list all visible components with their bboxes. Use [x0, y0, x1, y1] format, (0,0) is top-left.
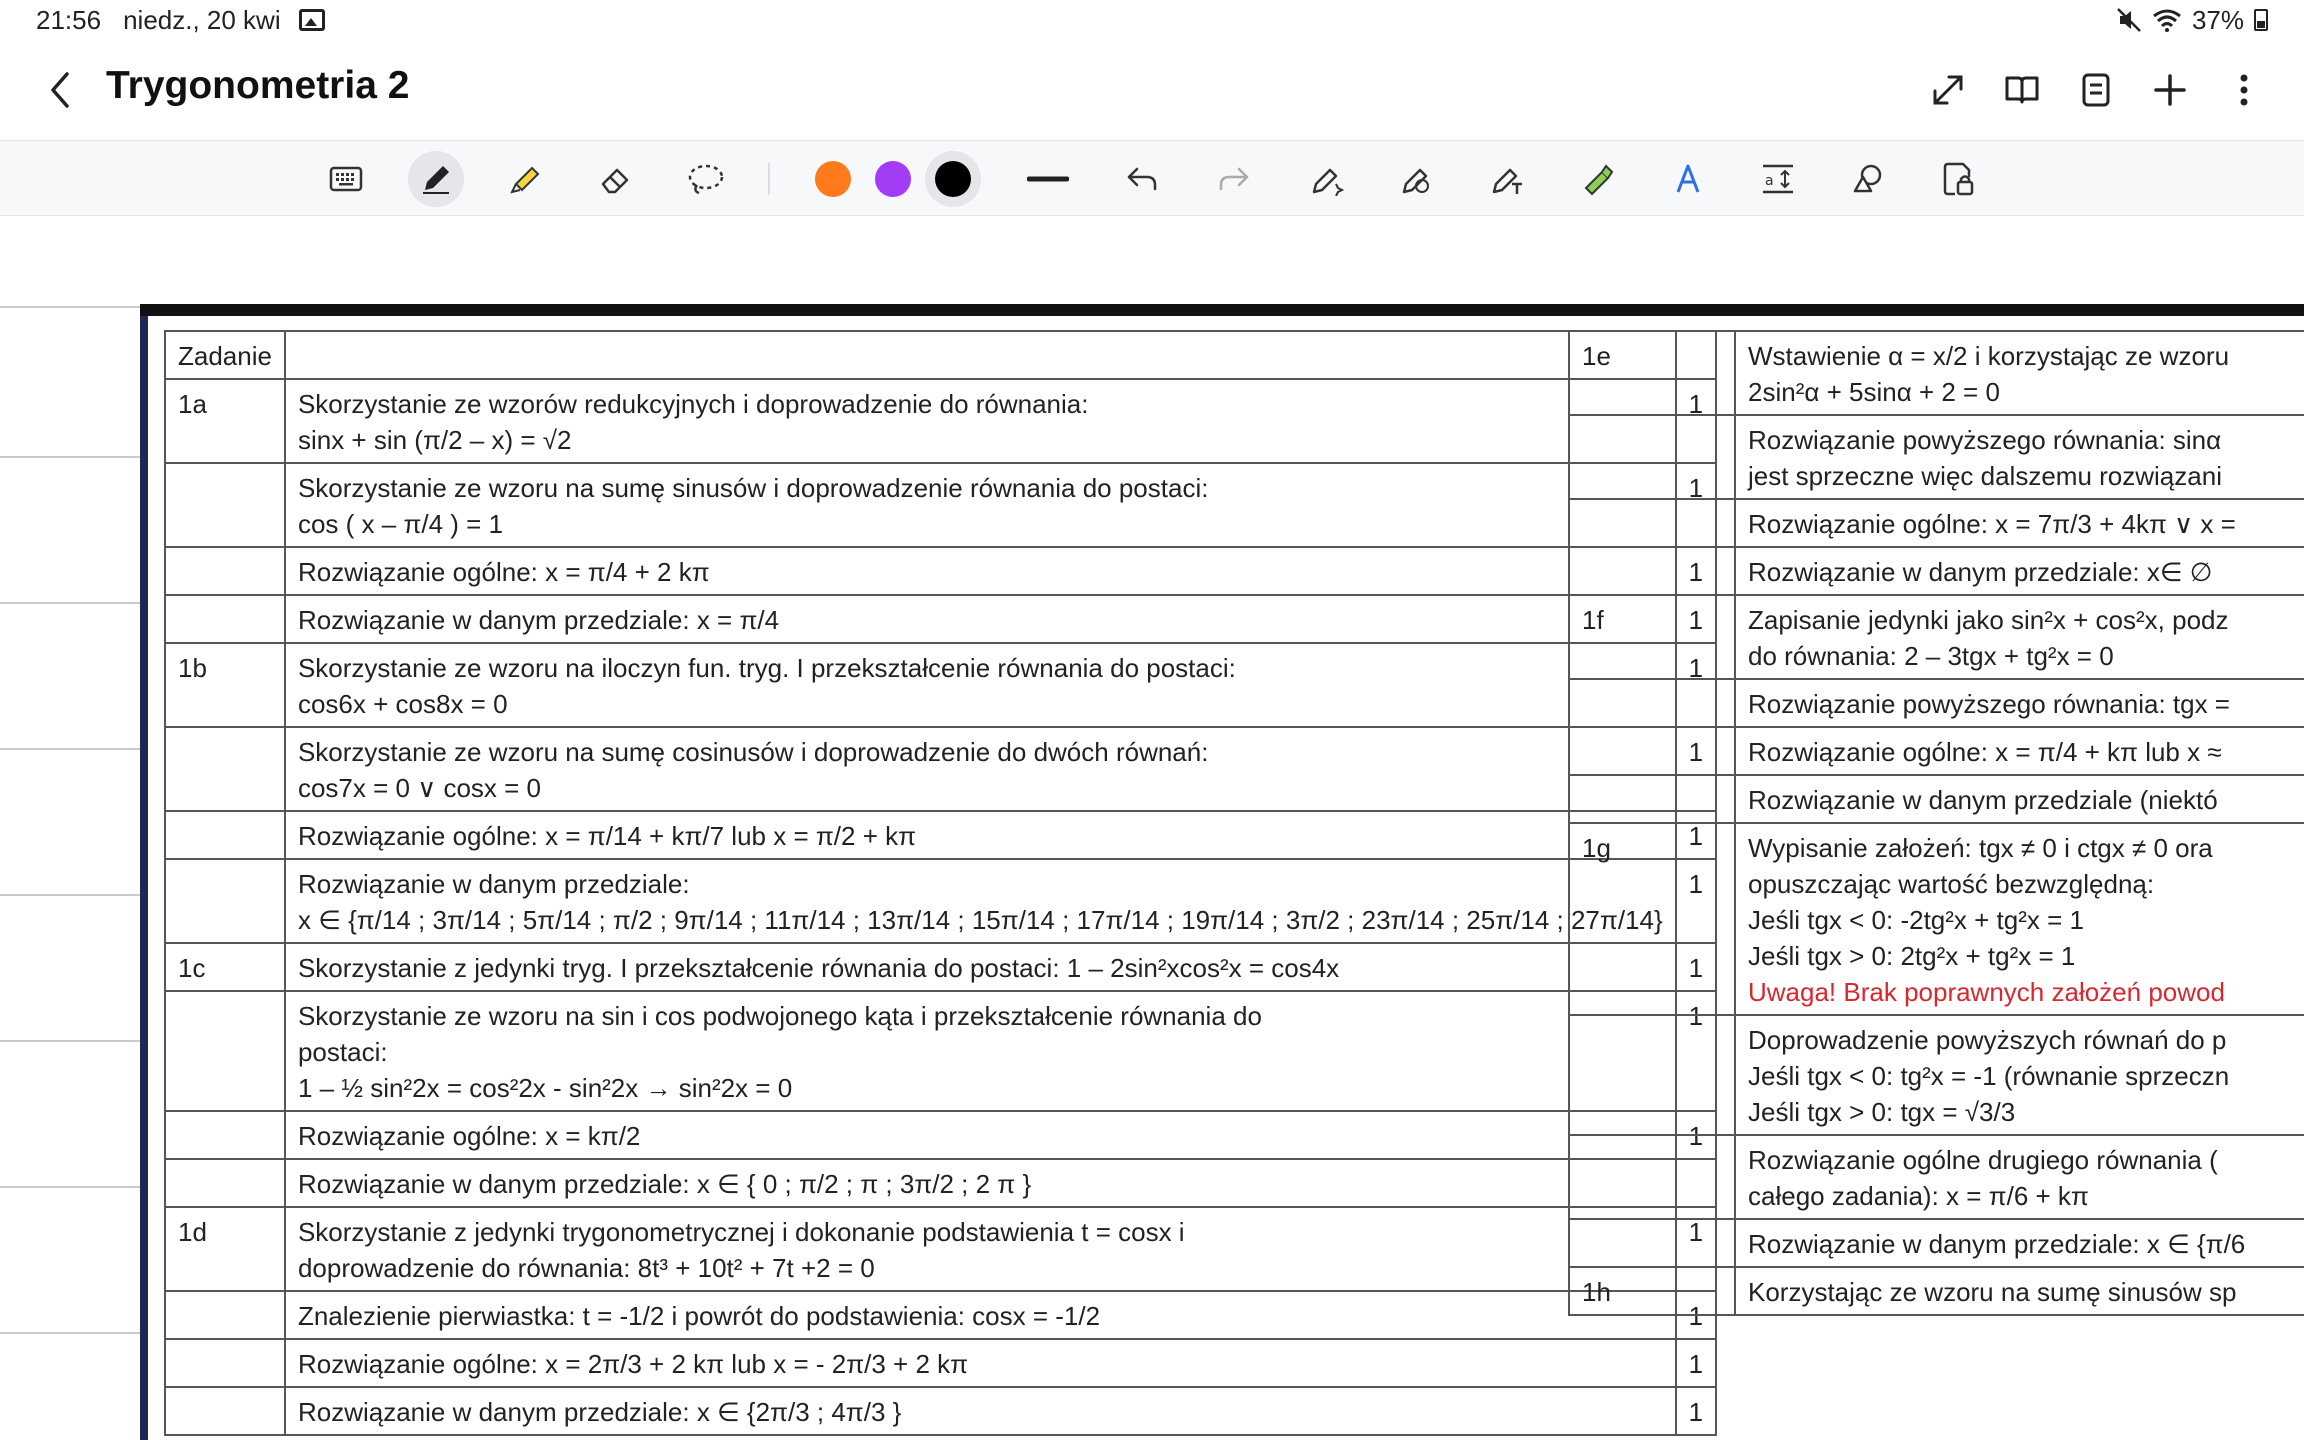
description-line: Wypisanie założeń: tgx ≠ 0 i ctgx ≠ 0 ora: [1748, 833, 2213, 863]
description-line: x ∈ {π/14 ; 3π/14 ; 5π/14 ; π/2 ; 9π/14 ; 11π/14 ; 13π/14 ; 15π/14 ; 17π/14 ; 19π/14 ; 3π/2 ; 23π/14 ; 25π/14 ; 27π/14}: [297, 905, 1663, 935]
task-id-cell: [165, 991, 285, 1111]
note-title[interactable]: Trygonometria 2: [106, 64, 410, 107]
redo-icon: [1217, 165, 1251, 193]
mute-icon: [2116, 7, 2142, 33]
description-line: Rozwiązanie w danym przedziale: x ∈ {π/6: [1748, 1229, 2246, 1259]
task-description-cell: [285, 1159, 1676, 1207]
task-id-cell: 1a: [165, 379, 285, 463]
table-row: [1569, 823, 2304, 1015]
task-description-cell: [285, 811, 1676, 859]
task-description-cell: [1735, 1267, 2304, 1315]
open-book-icon: [2004, 74, 2040, 106]
description-line: Jeśli tgx > 0: tgx = √3/3: [1748, 1097, 2016, 1127]
table-row: [165, 727, 1716, 811]
ruled-line: [0, 456, 140, 458]
task-id-cell: [165, 1111, 285, 1159]
add-page-button[interactable]: [2150, 70, 2190, 110]
task-description-cell: [285, 943, 1676, 991]
table-row: [1569, 1267, 2304, 1315]
more-vertical-icon: [2239, 73, 2249, 107]
table-row: [1569, 1135, 2304, 1219]
title-actions: [1928, 60, 2264, 120]
task-description-cell: [285, 643, 1676, 727]
table-row: [1569, 547, 2304, 595]
points-cell: 1: [1676, 727, 1716, 811]
color-purple[interactable]: [865, 151, 921, 207]
table-row: [1569, 499, 2304, 547]
task-description-cell: [285, 1387, 1676, 1435]
table-row: [1569, 331, 2304, 415]
status-time: 21:56: [36, 4, 102, 35]
highlighter-icon: [508, 162, 544, 196]
description-line: Korzystając ze wzoru na sumę sinusów sp: [1748, 1277, 2237, 1307]
color-orange[interactable]: [805, 151, 861, 207]
task-description-cell: [285, 859, 1676, 943]
description-line: Rozwiązanie w danym przedziale (niektó: [1748, 785, 2218, 815]
task-id-cell: [165, 859, 285, 943]
description-line: doprowadzenie do równania: 8t³ + 10t² + 7t +2 = 0: [297, 1253, 875, 1283]
description-line: Rozwiązanie w danym przedziale:: [297, 869, 690, 899]
ruled-line: [0, 894, 140, 896]
task-description-cell: [1735, 415, 2304, 499]
task-id-cell: [1569, 547, 1735, 595]
description-line: Skorzystanie ze wzoru na sumę cosinusów i doprowadzenie do dwóch równań:: [297, 737, 1209, 767]
task-description-cell: [285, 991, 1676, 1111]
task-description-cell: [285, 379, 1676, 463]
description-line: Rozwiązanie powyższego równania: sinα: [1748, 425, 2222, 455]
points-cell: 1: [1676, 943, 1716, 991]
text-a-icon: [1672, 162, 1704, 196]
table-header-row: [165, 331, 1716, 379]
table-row: [165, 1159, 1716, 1207]
description-line: Rozwiązanie ogólne: x = π/4 + 2 kπ: [297, 557, 710, 587]
description-line: Rozwiązanie w danym przedziale: x ∈ { 0 ; π/2 ; π ; 3π/2 ; 2 π }: [297, 1169, 1032, 1199]
task-id-cell: 1f: [1569, 595, 1735, 679]
text-size-tool[interactable]: [1750, 151, 1806, 207]
description-line: Skorzystanie ze wzoru na sumę sinusów i doprowadzenie równania do postaci:: [297, 473, 1209, 503]
description-line: Doprowadzenie powyższych równań do p: [1748, 1025, 2227, 1055]
smart-select-tool[interactable]: [1300, 151, 1356, 207]
status-right: [2116, 0, 2268, 40]
table-row: [165, 643, 1716, 727]
task-description-cell: [1735, 1015, 2304, 1135]
task-description-cell: [285, 1291, 1676, 1339]
task-description-cell: [285, 547, 1676, 595]
battery-icon: [2254, 9, 2268, 31]
plus-icon: [2153, 73, 2187, 107]
undo-button[interactable]: [1114, 151, 1170, 207]
lock-page-tool[interactable]: [1930, 151, 1986, 207]
shapes-tool[interactable]: [1840, 151, 1896, 207]
status-date: niedz., 20 kwi: [123, 4, 281, 35]
task-description-cell: [1735, 727, 2304, 775]
description-line: całego zadania): x = π/6 + kπ: [1748, 1181, 2089, 1211]
points-cell: 1: [1676, 643, 1716, 727]
description-line: Rozwiązanie w danym przedziale: x = π/4: [297, 605, 780, 635]
description-line: Skorzystanie z jedynki tryg. I przekształcenie równania do postaci: 1 – 2sin²xcos²x = cos4x: [297, 953, 1340, 983]
task-description-cell: [1735, 775, 2304, 823]
eraser-icon: [599, 162, 633, 196]
points-cell: 1: [1676, 859, 1716, 943]
lasso-tool[interactable]: [678, 151, 734, 207]
shapes-icon: [1851, 163, 1885, 195]
pen-icon: [419, 162, 453, 196]
stroke-width-tool[interactable]: [1020, 151, 1076, 207]
redo-button[interactable]: [1206, 151, 1262, 207]
description-line: sinx + sin (π/2 – x) = √2: [297, 425, 572, 455]
task-description-cell: [1735, 595, 2304, 679]
description-line: Rozwiązanie ogólne: x = kπ/2: [297, 1121, 641, 1151]
points-cell: 1: [1676, 991, 1716, 1111]
task-description-cell: [1735, 499, 2304, 547]
warning-line: Uwaga! Brak poprawnych założeń powod: [1748, 977, 2225, 1007]
task-id-cell: [1569, 727, 1735, 775]
handwriting-to-text-tool[interactable]: [1660, 151, 1716, 207]
description-line: Rozwiązanie ogólne drugiego równania (: [1748, 1145, 2218, 1175]
text-pen-tool[interactable]: [1480, 151, 1536, 207]
task-id-cell: [165, 1159, 285, 1207]
header-description: [285, 331, 1676, 379]
table-row: [165, 1291, 1716, 1339]
description-line: cos ( x – π/4 ) = 1: [297, 509, 504, 539]
pen-tool[interactable]: [408, 151, 464, 207]
description-line: Rozwiązanie ogólne: x = 7π/3 + 4kπ ∨ x =: [1748, 509, 2236, 539]
gallery-notification-icon: [299, 9, 325, 31]
task-id-cell: [165, 811, 285, 859]
drawing-toolbar: [0, 140, 2304, 216]
title-bar: [0, 40, 2304, 140]
description-line: opuszczając wartość bezwzględną:: [1748, 869, 2155, 899]
table-row: [165, 1207, 1716, 1291]
description-line: Rozwiązanie ogólne: x = π/4 + kπ lub x ≈: [1748, 737, 2222, 767]
points-cell: 1: [1676, 1339, 1716, 1387]
task-id-cell: [165, 463, 285, 547]
keyboard-tool[interactable]: [318, 151, 374, 207]
table-row: [165, 1111, 1716, 1159]
description-line: Skorzystanie z jedynki trygonometrycznej i dokonanie podstawienia t = cosx i: [297, 1217, 1185, 1247]
points-cell: 1: [1676, 547, 1716, 595]
description-line: Rozwiązanie powyższego równania: tgx =: [1748, 689, 2230, 719]
pen-circle-icon: [1400, 162, 1436, 196]
back-button[interactable]: [40, 70, 80, 110]
task-id-cell: [1569, 679, 1735, 727]
eraser-tool[interactable]: [588, 151, 644, 207]
description-line: jest sprzeczne więc dalszemu rozwiązani: [1748, 461, 2222, 491]
task-id-cell: [165, 1387, 285, 1435]
points-cell: 1: [1676, 1291, 1716, 1339]
description-line: Jeśli tgx > 0: 2tg²x + tg²x = 1: [1748, 941, 2076, 971]
table-row: [1569, 1219, 2304, 1267]
pen-text-icon: [1490, 162, 1526, 196]
page-view-button[interactable]: [2076, 70, 2116, 110]
keyboard-icon: [329, 166, 363, 192]
task-description-cell: [1735, 547, 2304, 595]
task-description-cell: [285, 1207, 1676, 1291]
header-zadanie: Zadanie: [165, 331, 285, 379]
table-row: [165, 859, 1716, 943]
table-row: [1569, 727, 2304, 775]
color-swatch-purple: [875, 161, 911, 197]
task-id-cell: 1d: [165, 1207, 285, 1291]
table-row: [165, 379, 1716, 463]
description-line: Rozwiązanie ogólne: x = π/14 + kπ/7 lub x = π/2 + kπ: [297, 821, 917, 851]
description-line: Jeśli tgx < 0: tg²x = -1 (równanie sprzeczn: [1748, 1061, 2230, 1091]
task-id-cell: [165, 595, 285, 643]
task-id-cell: 1h: [1569, 1267, 1735, 1315]
ruled-line: [0, 1040, 140, 1042]
document-icon: [2081, 72, 2111, 108]
color-black[interactable]: [925, 151, 981, 207]
expand-icon: [1931, 73, 1965, 107]
task-description-cell: [285, 463, 1676, 547]
text-resize-icon: [1761, 163, 1795, 195]
scoring-table-right-body: [1569, 331, 2304, 1315]
task-description-cell: [1735, 823, 2304, 1015]
task-id-cell: 1e: [1569, 331, 1735, 415]
points-cell: 1: [1676, 595, 1716, 643]
table-row: [1569, 415, 2304, 499]
task-id-cell: 1c: [165, 943, 285, 991]
description-line: Zapisanie jedynki jako sin²x + cos²x, podz: [1748, 605, 2229, 635]
color-pen-tool[interactable]: [1570, 151, 1626, 207]
pasted-document-image[interactable]: [140, 304, 2304, 1440]
task-description-cell: [1735, 679, 2304, 727]
line-width-icon: [1027, 174, 1069, 184]
task-id-cell: [1569, 415, 1735, 499]
table-row: [165, 1339, 1716, 1387]
task-description-cell: [285, 1339, 1676, 1387]
highlighter-tool[interactable]: [498, 151, 554, 207]
points-cell: 1: [1676, 1387, 1716, 1435]
table-row: [165, 991, 1716, 1111]
table-row: [1569, 595, 2304, 679]
table-row: [165, 547, 1716, 595]
task-id-cell: [1569, 499, 1735, 547]
task-description-cell: [285, 727, 1676, 811]
scoring-table-right: [1568, 330, 2304, 1316]
table-row: [165, 595, 1716, 643]
description-line: Rozwiązanie w danym przedziale: x∈ ∅: [1748, 557, 2213, 587]
description-line: postaci:: [297, 1037, 388, 1067]
points-cell: 1: [1676, 1111, 1716, 1159]
task-id-cell: [1569, 1015, 1735, 1135]
description-line: Skorzystanie ze wzorów redukcyjnych i doprowadzenie do równania:: [297, 389, 1089, 419]
color-swatch-black: [935, 161, 971, 197]
task-id-cell: [1569, 775, 1735, 823]
description-line: 1 – ½ sin²2x = cos²2x - sin²2x → sin²2x = 0: [297, 1073, 793, 1103]
points-cell: 1: [1676, 1207, 1716, 1291]
points-cell: 1: [1676, 463, 1716, 547]
table-row: [1569, 775, 2304, 823]
task-id-cell: 1b: [165, 643, 285, 727]
description-line: cos7x = 0 ∨ cosx = 0: [297, 773, 542, 803]
description-line: do równania: 2 – 3tgx + tg²x = 0: [1748, 641, 2114, 671]
points-cell: 1: [1676, 811, 1716, 859]
page-lock-icon: [1941, 161, 1975, 197]
task-id-cell: [165, 1339, 285, 1387]
task-id-cell: [165, 727, 285, 811]
task-description-cell: [1735, 331, 2304, 415]
table-row: [1569, 1015, 2304, 1135]
description-line: 2sin²α + 5sinα + 2 = 0: [1748, 377, 2000, 407]
task-description-cell: [1735, 1135, 2304, 1219]
ruled-line: [0, 1186, 140, 1188]
ruled-line: [0, 1332, 140, 1334]
points-cell: 1: [1676, 379, 1716, 463]
status-bar: [0, 0, 2304, 40]
marker-green-icon: [1580, 162, 1616, 196]
pen-sparkle-icon: [1310, 162, 1346, 196]
ruled-line: [0, 748, 140, 750]
table-row: [165, 943, 1716, 991]
scoring-table-left-body: [165, 331, 1716, 1435]
description-line: cos6x + cos8x = 0: [297, 689, 508, 719]
task-id-cell: [1569, 1219, 1735, 1267]
description-line: Jeśli tgx < 0: -2tg²x + tg²x = 1: [1748, 905, 2084, 935]
shape-pen-tool[interactable]: [1390, 151, 1446, 207]
table-row: [165, 811, 1716, 859]
wifi-icon: [2152, 8, 2182, 32]
table-row: [1569, 679, 2304, 727]
document-edge: [140, 316, 148, 1440]
task-id-cell: 1g: [1569, 823, 1735, 1015]
more-options-button[interactable]: [2224, 70, 2264, 110]
toolbar-divider: [768, 163, 770, 195]
table-row: [165, 1387, 1716, 1435]
description-line: Skorzystanie ze wzoru na iloczyn fun. tryg. I przekształcenie równania do postaci:: [297, 653, 1236, 683]
fullscreen-button[interactable]: [1928, 70, 1968, 110]
book-view-button[interactable]: [2002, 70, 2042, 110]
ruled-line: [0, 306, 140, 308]
task-id-cell: [1569, 1135, 1735, 1219]
task-id-cell: [165, 547, 285, 595]
task-description-cell: [285, 1111, 1676, 1159]
undo-icon: [1125, 165, 1159, 193]
lasso-icon: [687, 163, 725, 195]
battery-percent: 37%: [2191, 4, 2244, 35]
description-line: Rozwiązanie ogólne: x = 2π/3 + 2 kπ lub x = - 2π/3 + 2 kπ: [297, 1349, 969, 1379]
table-row: [165, 463, 1716, 547]
description-line: Skorzystanie ze wzoru na sin i cos podwojonego kąta i przekształcenie równania do: [297, 1001, 1262, 1031]
chevron-left-icon: [47, 70, 73, 110]
color-swatch-orange: [815, 161, 851, 197]
scoring-table-left: [164, 330, 1717, 1436]
ruled-line: [0, 602, 140, 604]
task-description-cell: [1735, 1219, 2304, 1267]
description-line: Wstawienie α = x/2 i korzystając ze wzoru: [1748, 341, 2230, 371]
task-description-cell: [285, 595, 1676, 643]
task-id-cell: [165, 1291, 285, 1339]
svg-text:a: a: [1765, 173, 1774, 189]
description-line: Rozwiązanie w danym przedziale: x ∈ {2π/3 ; 4π/3 }: [297, 1397, 902, 1427]
description-line: Znalezienie pierwiastka: t = -1/2 i powrót do podstawienia: cosx = -1/2: [297, 1301, 1101, 1331]
